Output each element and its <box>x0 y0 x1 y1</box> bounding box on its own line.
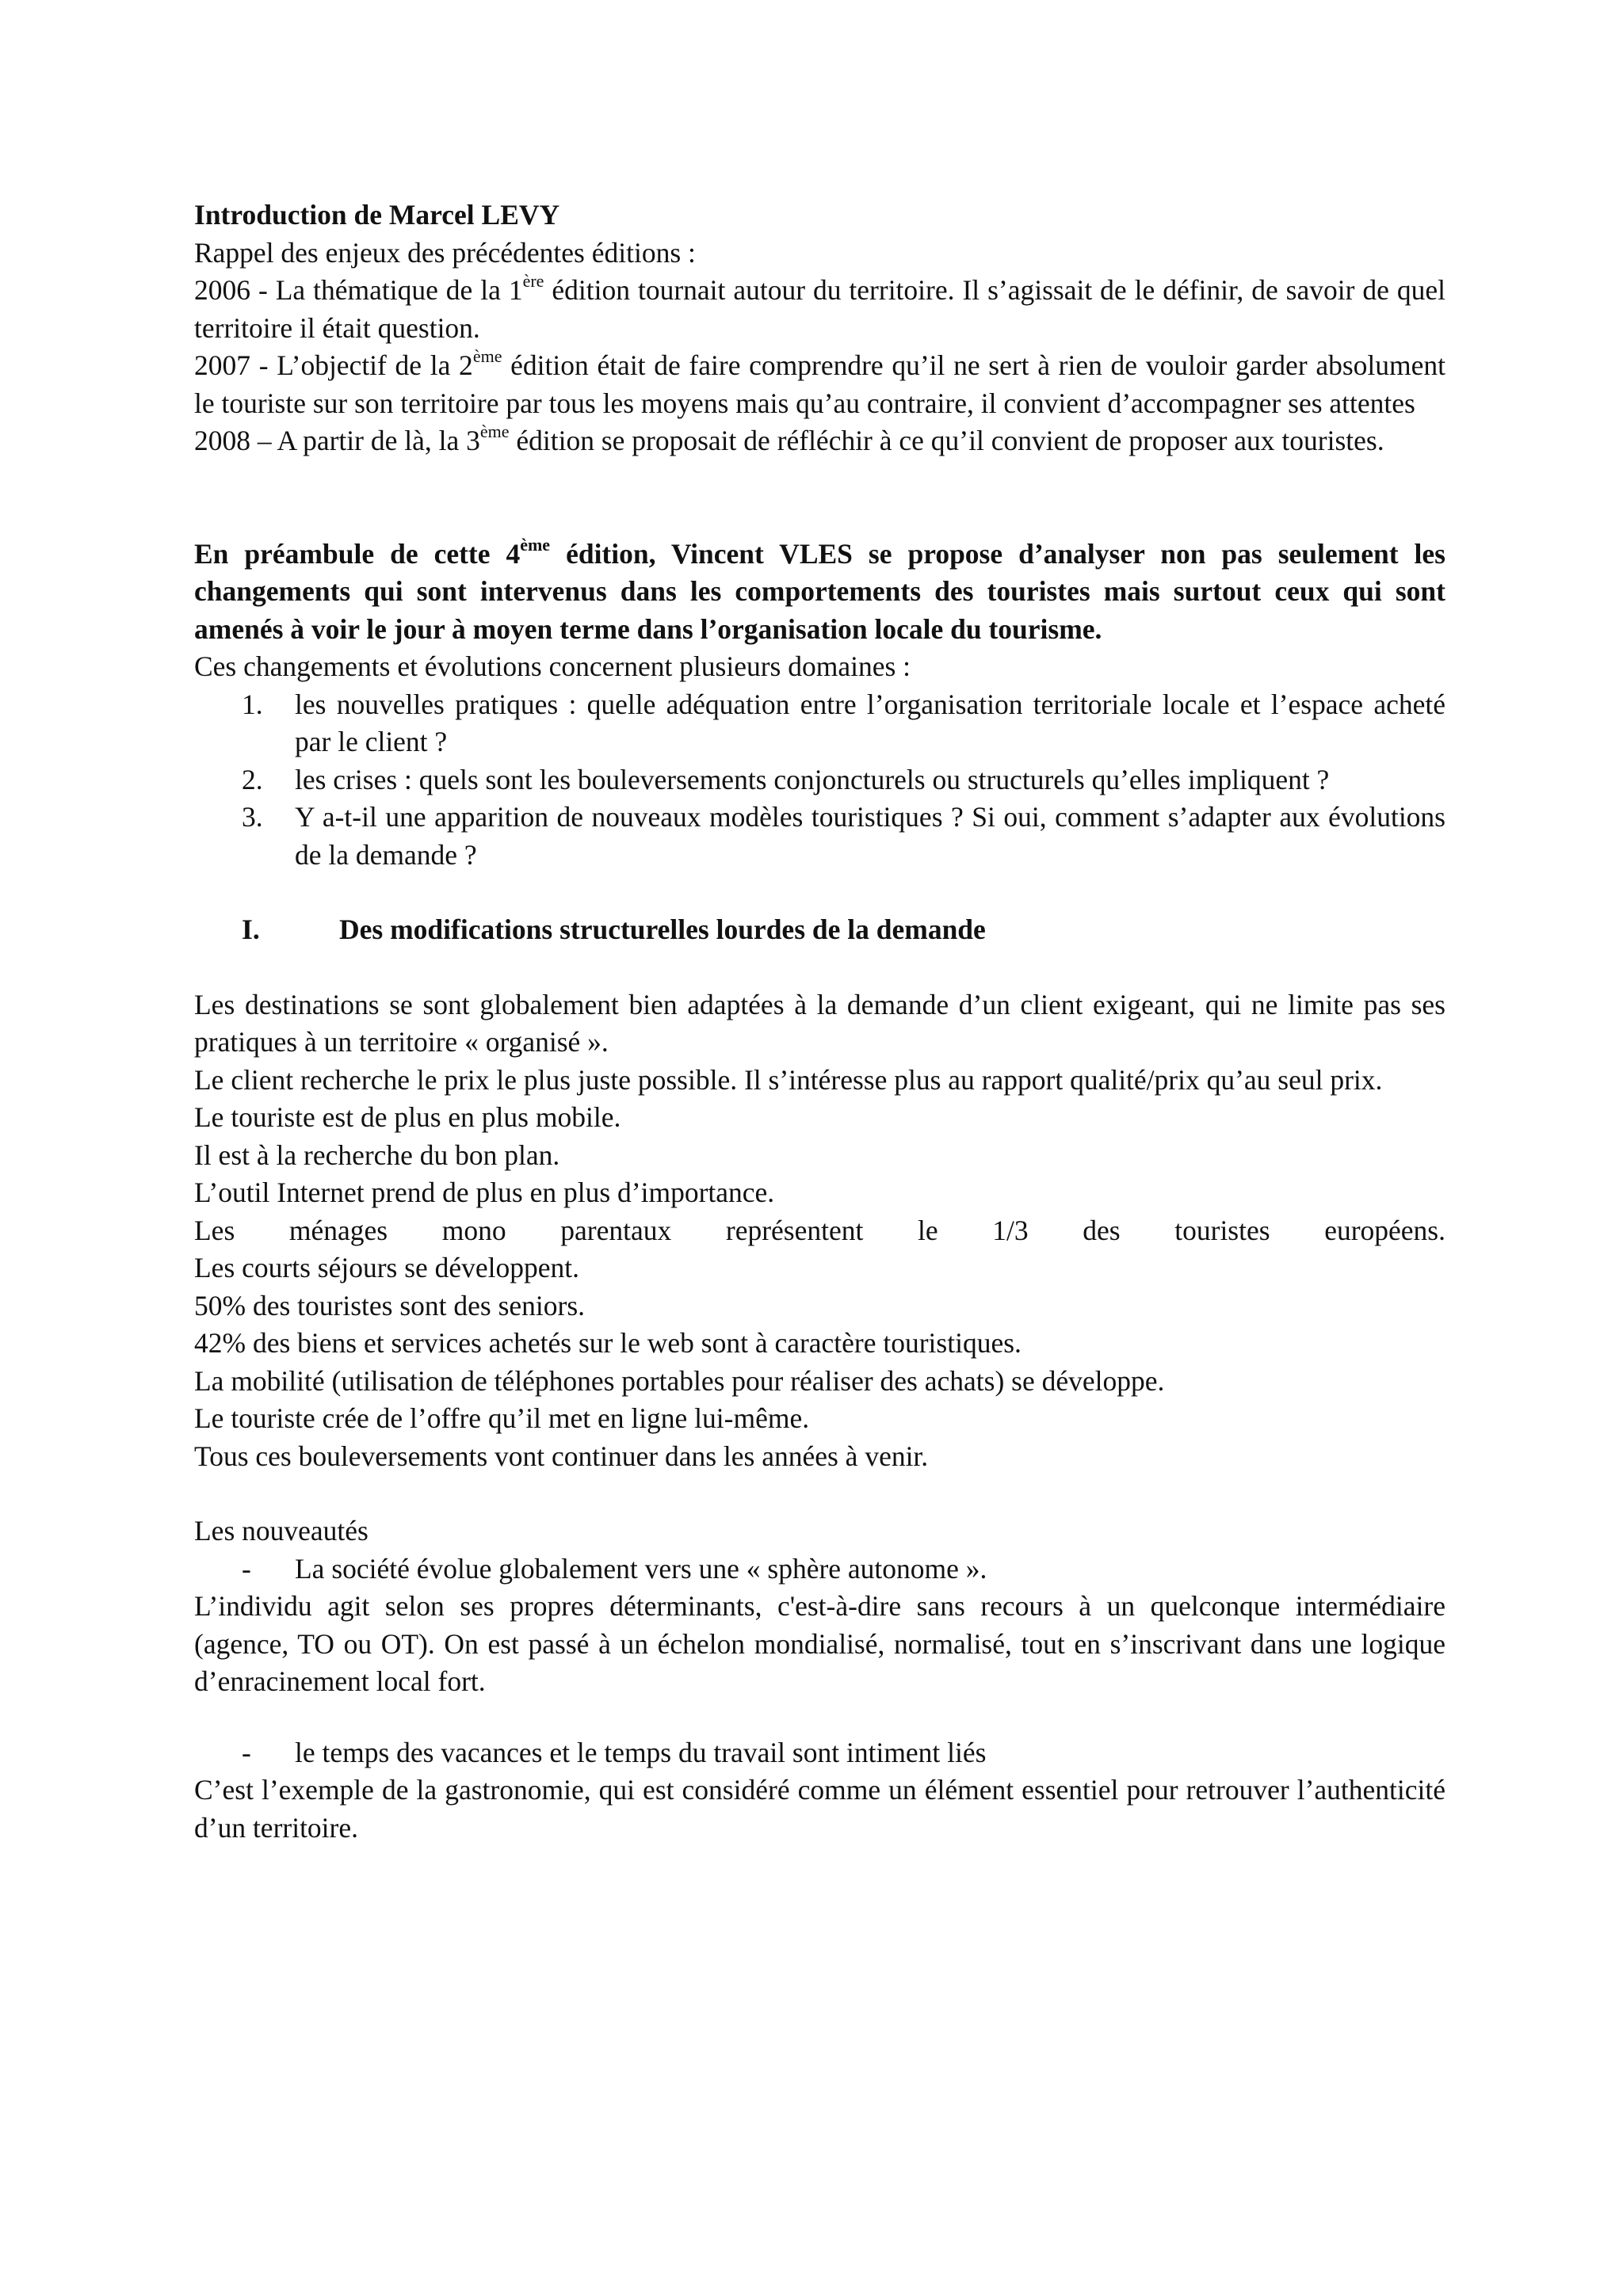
spacer <box>194 874 1445 911</box>
dash-item: - le temps des vacances et le temps du travail sont intiment liés <box>242 1736 987 1768</box>
section-paragraph: 50% des touristes sont des seniors. <box>194 1289 586 1322</box>
section-paragraph: Le client recherche le prix le plus juste possible. Il s’intéresse plus au rapport qualité/prix qu’au seul prix. <box>194 1063 1383 1096</box>
novelty-paragraph: C’est l’exemple de la gastronomie, qui est considéré comme un élément essentiel pour retrouver l’authenticité d’un territoire. <box>194 1774 1445 1844</box>
intro-2006: 2006 - La thématique de la 1ère édition tournait autour du territoire. Il s’agissait de le définir, de savoir de quel territoire il était question. <box>194 271 1445 344</box>
spacer <box>194 1475 1445 1512</box>
section-paragraph: L’outil Internet prend de plus en plus d’importance. <box>194 1177 775 1208</box>
list-item: 1. les nouvelles pratiques : quelle adéquation entre l’organisation territoriale locale et l’espace acheté par le client ? <box>242 688 1445 757</box>
section-paragraph: 42% des biens et services achetés sur le web sont à caractère touristiques. <box>194 1327 1022 1359</box>
list-item: 2. les crises : quels sont les bouleversements conjoncturels ou structurels qu’elles impliquent ? <box>242 763 1330 795</box>
intro-title: Introduction de Marcel LEVY <box>194 199 560 231</box>
spacer <box>194 460 1445 536</box>
intro-2007: 2007 - L’objectif de la 2ème édition était de faire comprendre qu’il ne sert à rien de vouloir garder absolument le touriste sur son territoire par tous les moyens mais qu’au contraire, il convient d’accompagner ses attentes <box>194 346 1445 419</box>
list-item: 3. Y a-t-il une apparition de nouveaux modèles touristiques ? Si oui, comment s’adapter aux évolutions de la demande ? <box>242 801 1445 871</box>
novelties-title: Les nouveautés <box>194 1515 369 1547</box>
section-paragraph: La mobilité (utilisation de téléphones portables pour réaliser des achats) se développe. <box>194 1364 1165 1397</box>
section-paragraph: Les courts séjours se développent. <box>194 1252 580 1283</box>
domains-intro: Ces changements et évolutions concernent plusieurs domaines : <box>194 650 911 682</box>
intro-2008: 2008 – A partir de là, la 3ème édition se proposait de réfléchir à ce qu’il convient de proposer aux touristes. <box>194 421 1384 456</box>
intro-recall: Rappel des enjeux des précédentes éditions : <box>194 236 696 269</box>
section-paragraph: Le touriste crée de l’offre qu’il met en ligne lui-même. <box>194 1402 810 1434</box>
dash-item: - La société évolue globalement vers une « sphère autonome ». <box>242 1552 987 1585</box>
domains-list <box>194 686 1445 875</box>
spacer <box>194 1701 1445 1734</box>
novelty-paragraph: L’individu agit selon ses propres déterminants, c'est-à-dire sans recours à un quelconque intermédiaire (agence, TO ou OT). On est passé à un échelon mondialisé, normalisé, tout en s’inscrivant dans une logique d’enracinement local fort. <box>194 1590 1445 1697</box>
spacer <box>194 949 1445 986</box>
section-paragraph: Les destinations se sont globalement bien adaptées à la demande d’un client exigeant, qui ne limite pas ses pratiques à un territoire « organisé ». <box>194 988 1445 1058</box>
section-heading: I. Des modifications structurelles lourdes de la demande <box>242 913 986 945</box>
section-paragraph: Tous ces bouleversements vont continuer dans les années à venir. <box>194 1440 929 1472</box>
preamble-bold: En préambule de cette 4ème édition, Vincent VLES se propose d’analyser non pas seulement les changements qui sont intervenus dans les comportements des touristes mais surtout ceux qui sont amenés à voir le jour à moyen terme dans l’organisation locale du tourisme. <box>194 534 1445 645</box>
section-paragraph: Les ménages mono parentaux représentent le 1/3 des touristes européens. <box>194 1214 1445 1246</box>
section-paragraph: Le touriste est de plus en plus mobile. <box>194 1101 621 1133</box>
section-paragraph: Il est à la recherche du bon plan. <box>194 1138 560 1171</box>
